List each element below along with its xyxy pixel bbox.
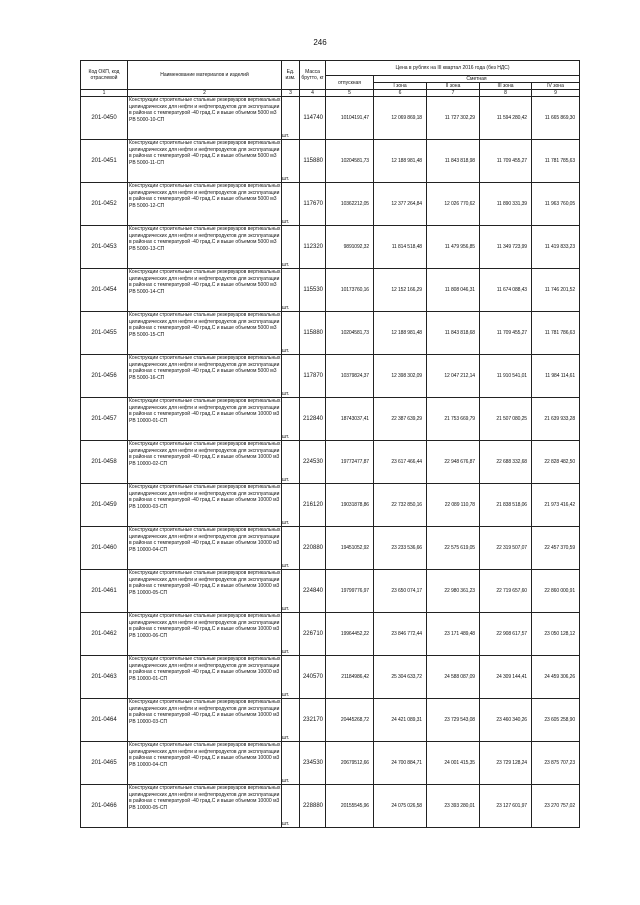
row-release-price: 19964452,22 [326,613,374,656]
row-code: 201-0465 [81,742,128,785]
row-zone1-price: 22 732 850,16 [374,484,427,527]
row-zone1-price: 23 650 074,17 [374,570,427,613]
row-zone1-price: 12 188 981,48 [374,312,427,355]
row-zone4-price: 22 828 482,50 [532,441,580,484]
header-price-title: Цена в рублях на III квартал 2016 года (без НДС) [326,61,580,76]
index-cell: 1 [81,90,128,97]
row-code: 201-0463 [81,656,128,699]
table-row [81,699,580,742]
row-mass: 224530 [300,441,326,484]
row-zone4-price: 11 963 760,05 [532,183,580,226]
row-zone3-price: 22 908 617,57 [480,613,532,656]
row-zone1-price: 12 069 869,18 [374,97,427,140]
row-release-price: 19451052,92 [326,527,374,570]
header-zone3: III зона [480,83,532,90]
row-zone2-price: 12 026 770,62 [427,183,480,226]
row-unit: шт. [282,441,300,484]
row-name-text: Конструкции строительные стальные резервуаров вертикальных цилиндрических для нефти и нефтепродуктов для эксплуатации в районах с температурой -40 град.С и выше объемом 10000 м3 РВ 10000-03-СП [129,484,281,510]
row-mass: 226710 [300,613,326,656]
row-unit: шт. [282,527,300,570]
row-zone4-price: 11 781 786,63 [532,312,580,355]
row-code: 201-0466 [81,785,128,828]
row-zone1-price: 23 233 536,66 [374,527,427,570]
row-unit: шт. [282,656,300,699]
row-mass: 117870 [300,355,326,398]
row-zone3-price: 23 729 128,24 [480,742,532,785]
row-zone1-price: 24 421 089,31 [374,699,427,742]
row-zone1-price: 23 846 772,44 [374,613,427,656]
table-row [81,312,580,355]
row-zone3-price: 22 719 657,60 [480,570,532,613]
header-unit: Ед. изм. [282,61,300,90]
row-code: 201-0455 [81,312,128,355]
row-zone1-price: 23 617 466,44 [374,441,427,484]
row-unit: шт. [282,269,300,312]
row-unit: шт. [282,183,300,226]
index-cell: 6 [374,90,427,97]
row-mass: 117670 [300,183,326,226]
row-zone3-price: 11 349 723,99 [480,226,532,269]
row-unit: шт. [282,699,300,742]
row-name-text: Конструкции строительные стальные резервуаров вертикальных цилиндрических для нефти и нефтепродуктов для эксплуатации в районах с температурой -40 град.С и выше объемом 10000 м3 РВ 10000-04-СП [129,742,281,768]
row-release-price: 10173760,16 [326,269,374,312]
row-name [128,527,282,570]
row-zone2-price: 23 171 489,48 [427,613,480,656]
row-zone4-price: 23 605 258,90 [532,699,580,742]
row-zone3-price: 22 688 332,68 [480,441,532,484]
row-mass: 240570 [300,656,326,699]
row-zone1-price: 11 814 518,48 [374,226,427,269]
index-cell: 3 [282,90,300,97]
index-cell: 7 [427,90,480,97]
table-row [81,355,580,398]
table-row [81,527,580,570]
row-zone2-price: 11 843 818,98 [427,140,480,183]
row-zone3-price: 11 594 280,42 [480,97,532,140]
row-zone4-price: 11 419 833,23 [532,226,580,269]
table-row [81,613,580,656]
row-name [128,656,282,699]
row-name-text: Конструкции строительные стальные резервуаров вертикальных цилиндрических для нефти и нефтепродуктов для эксплуатации в районах с температурой -40 град.С и выше объемом 5000 м3 РВ 5000-10-СП [129,97,281,123]
row-release-price: 10204581,73 [326,140,374,183]
row-release-price: 20445268,72 [326,699,374,742]
row-name-text: Конструкции строительные стальные резервуаров вертикальных цилиндрических для нефти и нефтепродуктов для эксплуатации в районах с температурой -40 град.С и выше объемом 10000 м3 РВ 10000-01-СП [129,398,281,424]
row-mass: 234530 [300,742,326,785]
row-unit: шт. [282,398,300,441]
row-zone3-price: 11 890 331,39 [480,183,532,226]
row-zone4-price: 11 665 869,30 [532,97,580,140]
row-release-price: 18743037,41 [326,398,374,441]
row-code: 201-0459 [81,484,128,527]
table-row [81,226,580,269]
row-zone1-price: 12 152 166,29 [374,269,427,312]
row-zone4-price: 21 639 933,28 [532,398,580,441]
row-zone2-price: 11 808 046,31 [427,269,480,312]
table-row [81,570,580,613]
row-zone2-price: 11 727 302,29 [427,97,480,140]
row-name-text: Конструкции строительные стальные резервуаров вертикальных цилиндрических для нефти и нефтепродуктов для эксплуатации в районах с температурой -40 град.С и выше объемом 10000 м3 РВ 10000-05-СП [129,785,281,811]
row-unit: шт. [282,785,300,828]
header-code: Код ОКП, код отраслевой [81,61,128,90]
row-zone1-price: 12 398 302,09 [374,355,427,398]
row-zone4-price: 23 050 128,12 [532,613,580,656]
header-release: отпускная [326,76,374,90]
row-release-price: 20155545,96 [326,785,374,828]
row-name [128,312,282,355]
row-mass: 115880 [300,312,326,355]
row-zone2-price: 22 980 361,23 [427,570,480,613]
row-name [128,699,282,742]
row-name-text: Конструкции строительные стальные резервуаров вертикальных цилиндрических для нефти и нефтепродуктов для эксплуатации в районах с температурой -40 град.С и выше объемом 5000 м3 РВ 5000-12-СП [129,183,281,209]
row-release-price: 10379824,37 [326,355,374,398]
row-zone2-price: 22 575 619,05 [427,527,480,570]
row-unit: шт. [282,484,300,527]
header-zone1: I зона [374,83,427,90]
row-release-price: 10104191,47 [326,97,374,140]
row-zone3-price: 23 460 340,26 [480,699,532,742]
row-mass: 115530 [300,269,326,312]
row-name-text: Конструкции строительные стальные резервуаров вертикальных цилиндрических для нефти и нефтепродуктов для эксплуатации в районах с температурой -40 град.С и выше объемом 5000 м3 РВ 5000-13-СП [129,226,281,252]
row-name-text: Конструкции строительные стальные резервуаров вертикальных цилиндрических для нефти и нефтепродуктов для эксплуатации в районах с температурой -40 град.С и выше объемом 5000 м3 РВ 5000-16-СП [129,355,281,381]
row-code: 201-0457 [81,398,128,441]
row-name [128,742,282,785]
row-code: 201-0450 [81,97,128,140]
row-release-price: 9891092,32 [326,226,374,269]
row-zone2-price: 23 393 280,01 [427,785,480,828]
row-unit: шт. [282,742,300,785]
row-mass: 220880 [300,527,326,570]
row-code: 201-0461 [81,570,128,613]
row-zone3-price: 21 838 518,06 [480,484,532,527]
row-zone4-price: 23 270 757,02 [532,785,580,828]
row-name-text: Конструкции строительные стальные резервуаров вертикальных цилиндрических для нефти и нефтепродуктов для эксплуатации в районах с температурой -40 град.С и выше объемом 5000 м3 РВ 5000-14-СП [129,269,281,295]
row-zone3-price: 11 709 455,27 [480,312,532,355]
index-cell: 2 [128,90,282,97]
row-name [128,183,282,226]
row-zone3-price: 11 910 541,01 [480,355,532,398]
row-zone3-price: 23 127 601,97 [480,785,532,828]
row-code: 201-0460 [81,527,128,570]
row-release-price: 10204581,73 [326,312,374,355]
row-name [128,355,282,398]
page-number: 246 [313,38,327,47]
row-zone1-price: 12 188 981,48 [374,140,427,183]
row-zone2-price: 21 753 669,79 [427,398,480,441]
header-zone4: IV зона [532,83,580,90]
index-row [81,90,580,97]
row-name [128,226,282,269]
row-zone1-price: 22 387 639,29 [374,398,427,441]
row-mass: 228880 [300,785,326,828]
table-row [81,441,580,484]
row-release-price: 10362212,05 [326,183,374,226]
row-code: 201-0458 [81,441,128,484]
row-zone2-price: 11 479 956,85 [427,226,480,269]
table-row [81,398,580,441]
row-code: 201-0454 [81,269,128,312]
row-zone2-price: 11 843 818,68 [427,312,480,355]
row-release-price: 21184986,42 [326,656,374,699]
row-zone1-price: 24 075 026,58 [374,785,427,828]
row-name-text: Конструкции строительные стальные резервуаров вертикальных цилиндрических для нефти и нефтепродуктов для эксплуатации в районах с температурой -40 град.С и выше объемом 5000 м3 РВ 5000-15-СП [129,312,281,338]
index-cell: 8 [480,90,532,97]
row-zone1-price: 24 700 884,71 [374,742,427,785]
row-zone2-price: 23 729 543,08 [427,699,480,742]
row-unit: шт. [282,312,300,355]
row-zone2-price: 24 588 087,09 [427,656,480,699]
row-release-price: 19799776,97 [326,570,374,613]
row-mass: 115880 [300,140,326,183]
row-code: 201-0452 [81,183,128,226]
row-zone4-price: 24 459 306,26 [532,656,580,699]
row-release-price: 20679512,66 [326,742,374,785]
row-zone4-price: 22 860 000,91 [532,570,580,613]
row-name-text: Конструкции строительные стальные резервуаров вертикальных цилиндрических для нефти и нефтепродуктов для эксплуатации в районах с температурой -40 град.С и выше объемом 10000 м3 РВ 10000-03-СП [129,699,281,725]
row-mass: 212840 [300,398,326,441]
row-zone3-price: 21 507 080,25 [480,398,532,441]
row-zone4-price: 23 875 707,23 [532,742,580,785]
header-zone2: II зона [427,83,480,90]
row-name [128,570,282,613]
index-cell: 4 [300,90,326,97]
row-name-text: Конструкции строительные стальные резервуаров вертикальных цилиндрических для нефти и нефтепродуктов для эксплуатации в районах с температурой -40 град.С и выше объемом 10000 м3 РВ 10000-05-СП [129,570,281,596]
table-row [81,140,580,183]
row-name-text: Конструкции строительные стальные резервуаров вертикальных цилиндрических для нефти и нефтепродуктов для эксплуатации в районах с температурой -40 град.С и выше объемом 10000 м3 РВ 10000-06-СП [129,613,281,639]
table-row [81,785,580,828]
row-zone2-price: 22 948 676,87 [427,441,480,484]
row-mass: 224840 [300,570,326,613]
row-name [128,398,282,441]
row-zone1-price: 12 377 264,84 [374,183,427,226]
row-unit: шт. [282,570,300,613]
row-zone4-price: 11 984 114,61 [532,355,580,398]
row-name [128,484,282,527]
row-name-text: Конструкции строительные стальные резервуаров вертикальных цилиндрических для нефти и нефтепродуктов для эксплуатации в районах с температурой -40 град.С и выше объемом 10000 м3 РВ 10000-04-СП [129,527,281,553]
row-release-price: 19031878,86 [326,484,374,527]
row-zone2-price: 22 089 110,78 [427,484,480,527]
row-name [128,441,282,484]
index-cell: 5 [326,90,374,97]
row-mass: 216120 [300,484,326,527]
row-zone3-price: 11 709 455,27 [480,140,532,183]
row-mass: 114740 [300,97,326,140]
row-zone2-price: 24 001 415,35 [427,742,480,785]
row-mass: 112320 [300,226,326,269]
price-table [80,60,580,828]
row-unit: шт. [282,97,300,140]
row-zone4-price: 11 781 785,63 [532,140,580,183]
index-cell: 9 [532,90,580,97]
table-row [81,269,580,312]
table-row [81,183,580,226]
header-mass: Масса брутто, кг [300,61,326,90]
row-unit: шт. [282,355,300,398]
row-zone3-price: 22 319 507,07 [480,527,532,570]
row-zone4-price: 22 457 370,59 [532,527,580,570]
row-zone4-price: 21 973 416,42 [532,484,580,527]
row-name [128,97,282,140]
row-name-text: Конструкции строительные стальные резервуаров вертикальных цилиндрических для нефти и нефтепродуктов для эксплуатации в районах с температурой -40 град.С и выше объемом 5000 м3 РВ 5000-11-СП [129,140,281,166]
row-mass: 232170 [300,699,326,742]
table-row [81,97,580,140]
row-name-text: Конструкции строительные стальные резервуаров вертикальных цилиндрических для нефти и нефтепродуктов для эксплуатации в районах с температурой -40 град.С и выше объемом 10000 м3 РВ 10000-01-СП [129,656,281,682]
row-unit: шт. [282,613,300,656]
row-name [128,613,282,656]
row-release-price: 19772477,87 [326,441,374,484]
table-row [81,656,580,699]
row-name [128,269,282,312]
row-zone1-price: 25 304 633,72 [374,656,427,699]
header-estimate: Сметная [374,76,580,83]
row-zone2-price: 12 047 212,14 [427,355,480,398]
row-code: 201-0456 [81,355,128,398]
row-name [128,785,282,828]
row-unit: шт. [282,226,300,269]
row-unit: шт. [282,140,300,183]
row-name [128,140,282,183]
header-name: Наименование материалов и изделий [128,61,282,90]
row-zone3-price: 24 309 144,41 [480,656,532,699]
row-zone4-price: 11 746 201,52 [532,269,580,312]
row-zone3-price: 11 674 088,43 [480,269,532,312]
row-code: 201-0462 [81,613,128,656]
row-code: 201-0451 [81,140,128,183]
row-code: 201-0464 [81,699,128,742]
row-name-text: Конструкции строительные стальные резервуаров вертикальных цилиндрических для нефти и нефтепродуктов для эксплуатации в районах с температурой -40 град.С и выше объемом 10000 м3 РВ 10000-02-СП [129,441,281,467]
table-row [81,484,580,527]
table-row [81,742,580,785]
row-code: 201-0453 [81,226,128,269]
